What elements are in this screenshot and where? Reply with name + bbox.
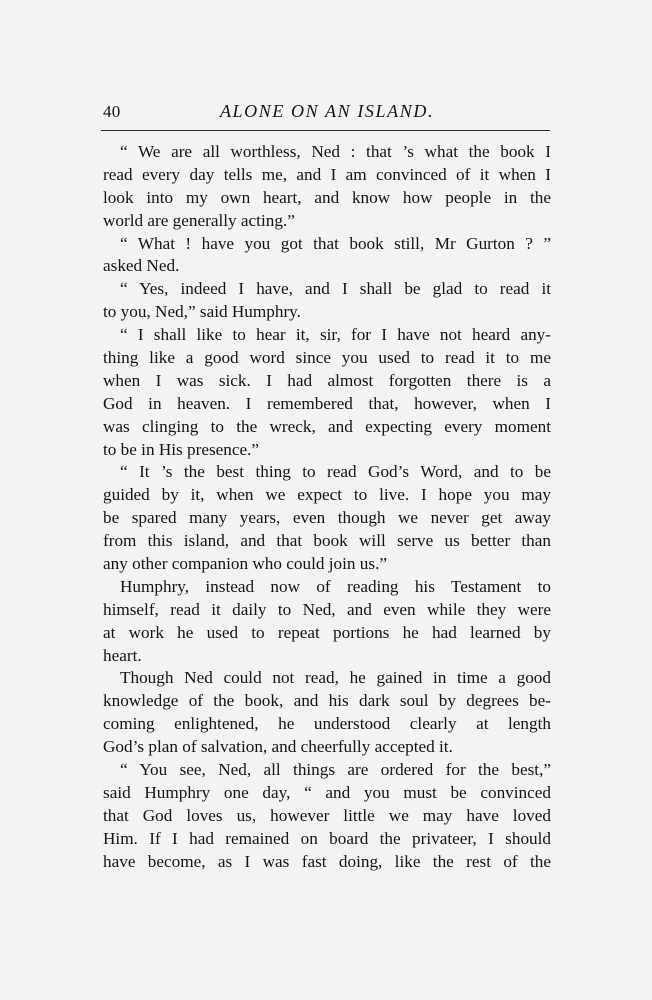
text-line: “ What ! have you got that book still, Mr Gurton ? ”	[120, 233, 551, 253]
text-line: Humphry, instead now of reading his Testament to	[120, 576, 551, 596]
text-line: be spared many years, even though we never get away	[103, 508, 551, 528]
text-line: to be in His presence.”	[103, 439, 260, 459]
text-line: knowledge of the book, and his dark soul by degrees be-	[103, 691, 551, 711]
text-line: Though Ned could not read, he gained in time a good	[120, 668, 551, 688]
text-line: at work he used to repeat portions he had learned by	[103, 622, 551, 642]
text-line: any other companion who could join us.”	[103, 554, 388, 574]
text-line: look into my own heart, and know how people in the	[103, 187, 551, 207]
page-number: 40	[103, 102, 121, 121]
text-line: “ Yes, indeed I have, and I shall be glad to read it	[120, 279, 551, 299]
text-line: coming enlightened, he understood clearly at length	[103, 714, 551, 734]
text-line: to you, Ned,” said Humphry.	[103, 302, 301, 322]
text-line: “ We are all worthless, Ned : that ’s what the book I	[120, 142, 551, 161]
text-line: “ You see, Ned, all things are ordered for the best,”	[120, 760, 551, 780]
text-line: world are generally acting.”	[103, 210, 295, 230]
text-line: that God loves us, however little we may have loved	[103, 805, 551, 825]
text-line: God’s plan of salvation, and cheerfully accepted it.	[103, 737, 453, 757]
text-line: read every day tells me, and I am convinced of it when I	[103, 164, 551, 184]
text-line: himself, read it daily to Ned, and even while they were	[103, 599, 551, 619]
text-line: said Humphry one day, “ and you must be convinced	[103, 782, 551, 802]
text-line: “ I shall like to hear it, sir, for I have not heard any-	[120, 325, 551, 345]
text-line: when I was sick. I had almost forgotten there is a	[103, 370, 551, 390]
body-text	[103, 141, 551, 874]
text-line: heart.	[103, 645, 142, 665]
text-line: was clinging to the wreck, and expecting every moment	[103, 416, 551, 436]
text-line: “ It ’s the best thing to read God’s Word, and to be	[120, 462, 551, 482]
text-line: asked Ned.	[103, 256, 180, 276]
text-line: Him. If I had remained on board the privateer, I should	[103, 828, 551, 848]
page-header	[103, 98, 551, 126]
header-rule	[101, 130, 550, 131]
running-title: ALONE ON AN ISLAND.	[219, 101, 435, 121]
text-line: God in heaven. I remembered that, however, when I	[103, 393, 551, 413]
text-line: from this island, and that book will serve us better than	[103, 531, 551, 551]
text-line: have become, as I was fast doing, like the rest of the	[103, 851, 551, 871]
text-line: thing like a good word since you used to read it to me	[103, 348, 551, 368]
text-line: guided by it, when we expect to live. I hope you may	[103, 485, 551, 505]
